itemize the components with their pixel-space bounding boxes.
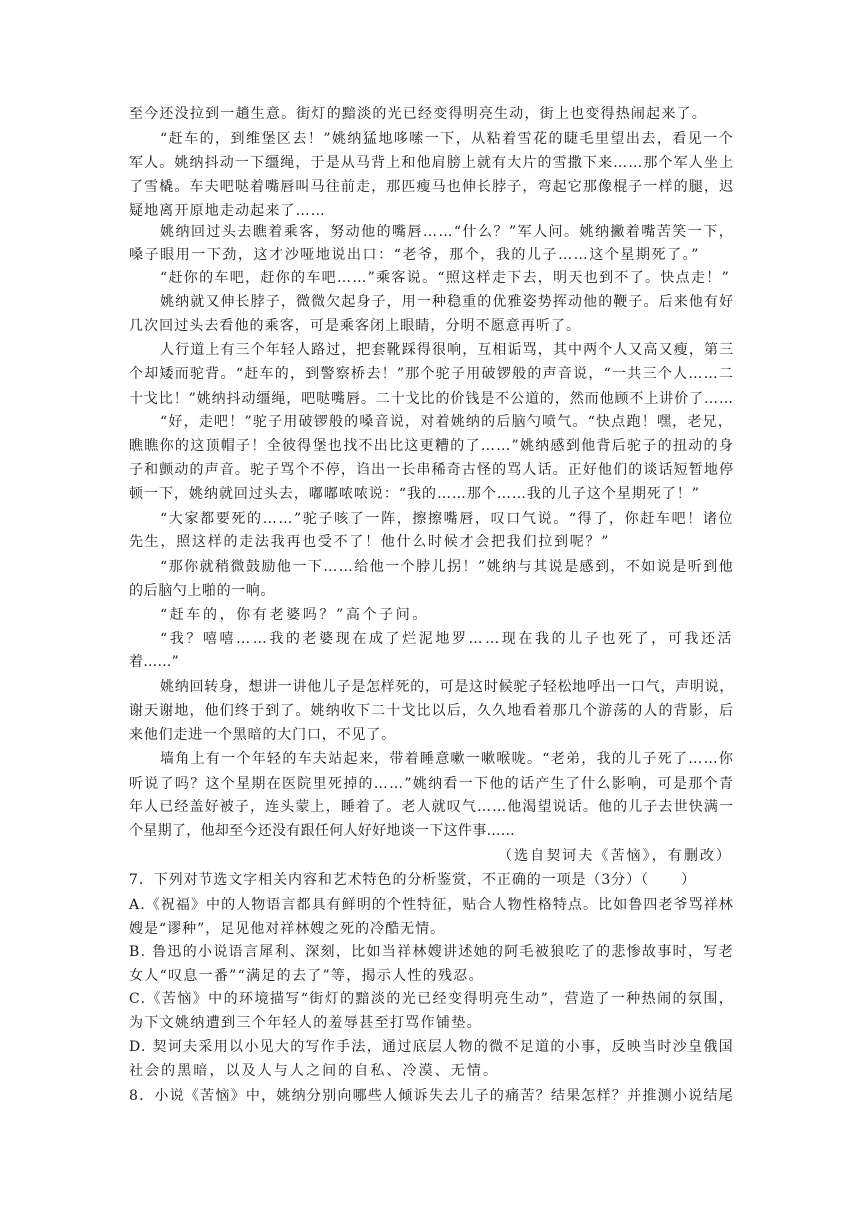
text-line: C.《苦恼》中的环境描写“街灯的黯淡的光已经变得明亮生动”，营造了一种热闹的氛围， (129, 991, 735, 1007)
text-line: D. 契诃夫采用以小见大的写作手法，通过底层人物的微不足道的小事，反映当时沙皇俄国 (129, 1039, 734, 1055)
text-line: 了雪橇。车夫吧哒着嘴唇叫马往前走，那匹瘦马也伸长脖子，弯起它那像棍子一样的腿，迟 (129, 179, 735, 195)
text-line: 疑地离开原地走动起来了…… (129, 203, 326, 219)
text-line: 墙角上有一个年轻的车夫站起来，带着睡意嗽一嗽喉咙。“老弟，我的儿子死了……你 (160, 751, 735, 767)
text-line: 姚纳回过头去瞧着乘客，努动他的嘴唇……“什么？”军人问。姚纳撇着嘴苦笑一下， (160, 224, 735, 240)
text-line: 来他们走进一个黑暗的大门口，不见了。 (129, 727, 396, 743)
text-line: 个星期了，他却至今还没有跟任何人好好地谈一下这件事…… (129, 823, 516, 839)
text-line: 至今还没拉到一趟生意。街灯的黯淡的光已经变得明亮生动，街上也变得热闹起来了。 (129, 106, 707, 122)
text-line: （选自契诃夫《苦恼》，有删改） (498, 848, 733, 864)
text-line: 十戈比！”姚纳抖动缰绳，吧哒嘴唇。二十戈比的价钱是不公道的，然而他顾不上讲价了…… (129, 391, 734, 407)
text-line: “好，走吧！”驼子用破锣般的嗓音说，对着姚纳的后脑勺喷气。“快点跑！嘿，老兄， (160, 414, 734, 430)
text-line: B. 鲁迅的小说语言犀利、深刻，比如当祥林嫂讲述她的阿毛被狼吃了的悲惨故事时，写老 (129, 944, 734, 960)
text-line: A.《祝福》中的人物语言都具有鲜明的个性特征，贴合人物性格特点。比如鲁四老爷骂祥林 (129, 897, 734, 913)
text-line: 子和颤动的声音。驼子骂个不停，诌出一长串稀奇古怪的骂人话。正好他们的谈话短暂地停 (129, 462, 735, 478)
text-line: 姚纳就又伸长脖子，微微欠起身子，用一种稳重的优雅姿势挥动他的鞭子。后来他有好 (160, 294, 735, 310)
text-line: 个却矮而驼背。“赶车的，到警察桥去！”那个驼子用破锣般的声音说，“一共三个人……二 (129, 366, 735, 382)
text-line: 女人“叹息一番”“满足的去了”等，揭示人性的残忍。 (129, 968, 484, 984)
text-line: “我？嘻嘻……我的老婆现在成了烂泥地罗……现在我的儿子也死了，可我还活 (160, 631, 735, 647)
text-line: 先生，照这样的走法我再也受不了！他什么时候才会把我们拉到呢？” (129, 534, 611, 550)
text-line: 为下文姚纳遭到三个年轻人的羞辱甚至打骂作铺垫。 (129, 1015, 483, 1031)
text-line: 几次回过头去看他的乘客，可是乘客闭上眼睛，分明不愿意再听了。 (129, 318, 582, 334)
text-line: 听说了吗？这个星期在医院里死掉的……”姚纳看一下他的话产生了什么影响，可是那个青 (129, 776, 735, 792)
text-line: 谢天谢地，他们终于到了。姚纳收下二十戈比以后，久久地看着那几个游荡的人的背影，后 (129, 703, 735, 719)
text-line: “赶你的车吧，赶你的车吧……”乘客说。“照这样走下去，明天也到不了。快点走！” (160, 270, 731, 286)
text-line: 的后脑勺上啪的一响。 (129, 583, 275, 599)
text-line: 着……” (129, 654, 179, 670)
text-line: “那你就稍微鼓励他一下……给他一个脖儿拐！”姚纳与其说是感到，不如说是听到他 (160, 559, 735, 575)
text-line: 8．小说《苦恼》中，姚纳分别向哪些人倾诉失去儿子的痛苦？结果怎样？并推测小说结尾 (129, 1088, 734, 1104)
text-line: “赶车的，到维堡区去！”姚纳猛地哆嗦一下，从粘着雪花的睫毛里望出去，看见一个 (160, 131, 735, 147)
text-line: 嗓子眼用一下劲，这才沙哑地说出口：“老爷，那个，我的儿子……这个星期死了。” (129, 247, 700, 263)
text-line: 顿一下，姚纳就回过头去，嘟嘟哝哝说：“我的……那个……我的儿子这个星期死了！” (129, 486, 700, 502)
text-line: 年人已经盖好被子，连头蒙上，睡着了。老人就叹气……他渴望说话。他的儿子去世快满一 (129, 799, 735, 815)
text-line: 瞧瞧你的这顶帽子！全彼得堡也找不出比这更糟的了……”姚纳感到他背后驼子的扭动的身 (129, 438, 735, 454)
text-line: 人行道上有三个年轻人路过，把套靴踩得很响，互相诟骂，其中两个人又高又瘦，第三 (160, 342, 735, 358)
text-line: “大家都要死的……”驼子咳了一阵，擦擦嘴唇，叹口气说。“得了，你赶车吧！诸位 (160, 511, 735, 527)
text-line: “赶车的，你有老婆吗？”高个子问。 (160, 607, 430, 623)
text-line: 社会的黑暗，以及人与人之间的自私、冷漠、无情。 (129, 1063, 500, 1079)
text-line: 姚纳回转身，想讲一讲他儿子是怎样死的，可是这时候驼子轻松地呼出一口气，声明说， (160, 679, 735, 695)
text-line: 嫂是“谬种”，足见他对祥林嫂之死的冷酷无情。 (129, 921, 446, 937)
text-line: 军人。姚纳抖动一下缰绳，于是从马背上和他肩膀上就有大片的雪撒下来……那个军人坐上 (129, 155, 735, 171)
text-line: 7．下列对节选文字相关内容和艺术特色的分析鉴赏，不正确的一项是（3分）（ ） (129, 872, 697, 888)
